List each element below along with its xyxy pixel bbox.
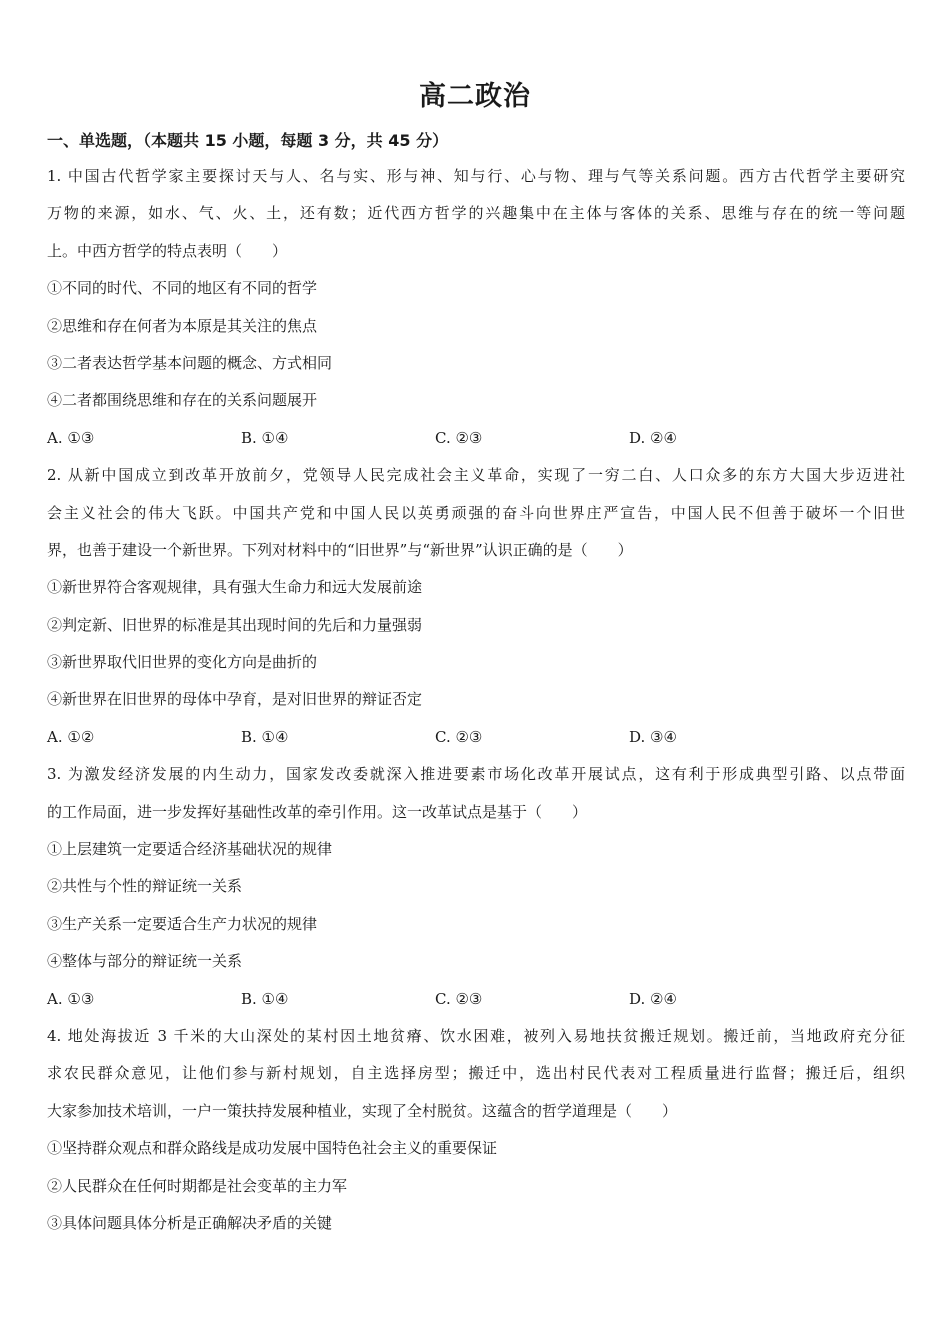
statement-2: ②判定新、旧世界的标准是其出现时间的先后和力量强弱 bbox=[47, 615, 423, 634]
question-stem-line: 大家参加技术培训，一户一策扶持发展种植业，实现了全村脱贫。这蕴含的哲学道理是（ ） bbox=[47, 1101, 678, 1120]
option-a[interactable]: A. ①② bbox=[47, 727, 95, 746]
statement-3: ③新世界取代旧世界的变化方向是曲折的 bbox=[47, 653, 318, 672]
statement-1: ①不同的时代、不同的地区有不同的哲学 bbox=[47, 279, 318, 298]
option-b[interactable]: B. ①④ bbox=[241, 428, 289, 447]
statement-3: ③二者表达哲学基本问题的概念、方式相同 bbox=[47, 353, 333, 372]
statement-4: ④新世界在旧世界的母体中孕育，是对旧世界的辩证否定 bbox=[47, 690, 423, 709]
option-c[interactable]: C. ②③ bbox=[435, 727, 483, 746]
option-d[interactable]: D. ②④ bbox=[629, 428, 677, 447]
statement-1: ①坚持群众观点和群众路线是成功发展中国特色社会主义的重要保证 bbox=[47, 1139, 498, 1158]
statement-1: ①上层建筑一定要适合经济基础状况的规律 bbox=[47, 840, 333, 859]
statement-2: ②人民群众在任何时期都是社会变革的主力军 bbox=[47, 1176, 348, 1195]
option-d[interactable]: D. ③④ bbox=[629, 727, 677, 746]
question-stem-line: 上。中西方哲学的特点表明（ ） bbox=[47, 241, 288, 260]
option-b[interactable]: B. ①④ bbox=[241, 989, 289, 1008]
question-stem-line: 4. 地处海拔近 3 千米的大山深处的某村因土地贫瘠、饮水困难，被列入易地扶贫搬迁规划。搬迁前，当地政府充分征 bbox=[47, 1026, 905, 1045]
question-4 bbox=[47, 1018, 905, 1242]
option-b[interactable]: B. ①④ bbox=[241, 727, 289, 746]
option-c[interactable]: C. ②③ bbox=[435, 428, 483, 447]
statement-3: ③生产关系一定要适合生产力状况的规律 bbox=[47, 914, 318, 933]
statement-1: ①新世界符合客观规律，具有强大生命力和远大发展前途 bbox=[47, 578, 423, 597]
question-stem-line: 1. 中国古代哲学家主要探讨天与人、名与实、形与神、知与行、心与物、理与气等关系问题。西方古代哲学主要研究 bbox=[47, 167, 905, 185]
question-list bbox=[47, 158, 905, 1242]
question-stem-line: 的工作局面，进一步发挥好基础性改革的牵引作用。这一改革试点是基于（ ） bbox=[47, 802, 588, 821]
question-3 bbox=[47, 756, 905, 1018]
answer-options bbox=[47, 420, 905, 457]
option-d[interactable]: D. ②④ bbox=[629, 989, 677, 1008]
statement-2: ②思维和存在何者为本原是其关注的焦点 bbox=[47, 316, 318, 335]
section-heading: 一、单选题，（本题共 15 小题，每题 3 分，共 45 分） bbox=[47, 131, 449, 150]
question-stem-line: 求农民群众意见，让他们参与新村规划，自主选择房型；搬迁中，选出村民代表对工程质量进行监督；搬迁后，组织 bbox=[47, 1064, 905, 1083]
question-1 bbox=[47, 158, 905, 457]
page-title: 高二政治 bbox=[419, 81, 531, 112]
statement-3: ③具体问题具体分析是正确解决矛盾的关键 bbox=[47, 1213, 333, 1232]
statement-2: ②共性与个性的辩证统一关系 bbox=[47, 877, 243, 896]
question-stem-line: 2. 从新中国成立到改革开放前夕，党领导人民完成社会主义革命，实现了一穷二白、人口众多的东方大国大步迈进社 bbox=[47, 466, 905, 485]
option-c[interactable]: C. ②③ bbox=[435, 989, 483, 1008]
answer-options bbox=[47, 719, 905, 756]
answer-options bbox=[47, 981, 905, 1018]
question-stem-line: 会主义社会的伟大飞跃。中国共产党和中国人民以英勇顽强的奋斗向世界庄严宣告，中国人民不但善于破坏一个旧世 bbox=[47, 503, 905, 522]
question-2 bbox=[47, 457, 905, 756]
option-a[interactable]: A. ①③ bbox=[47, 989, 95, 1008]
statement-4: ④整体与部分的辩证统一关系 bbox=[47, 952, 243, 971]
question-stem-line: 3. 为激发经济发展的内生动力，国家发改委就深入推进要素市场化改革开展试点，这有利于形成典型引路、以点带面 bbox=[47, 765, 905, 784]
question-stem-line: 界，也善于建设一个新世界。下列对材料中的“旧世界”与“新世界”认识正确的是（ ） bbox=[47, 540, 633, 559]
statement-4: ④二者都围绕思维和存在的关系问题展开 bbox=[47, 391, 318, 410]
question-stem-line: 万物的来源，如水、气、火、土，还有数；近代西方哲学的兴趣集中在主体与客体的关系、思维与存在的统一等问题 bbox=[47, 204, 905, 223]
option-a[interactable]: A. ①③ bbox=[47, 428, 95, 447]
